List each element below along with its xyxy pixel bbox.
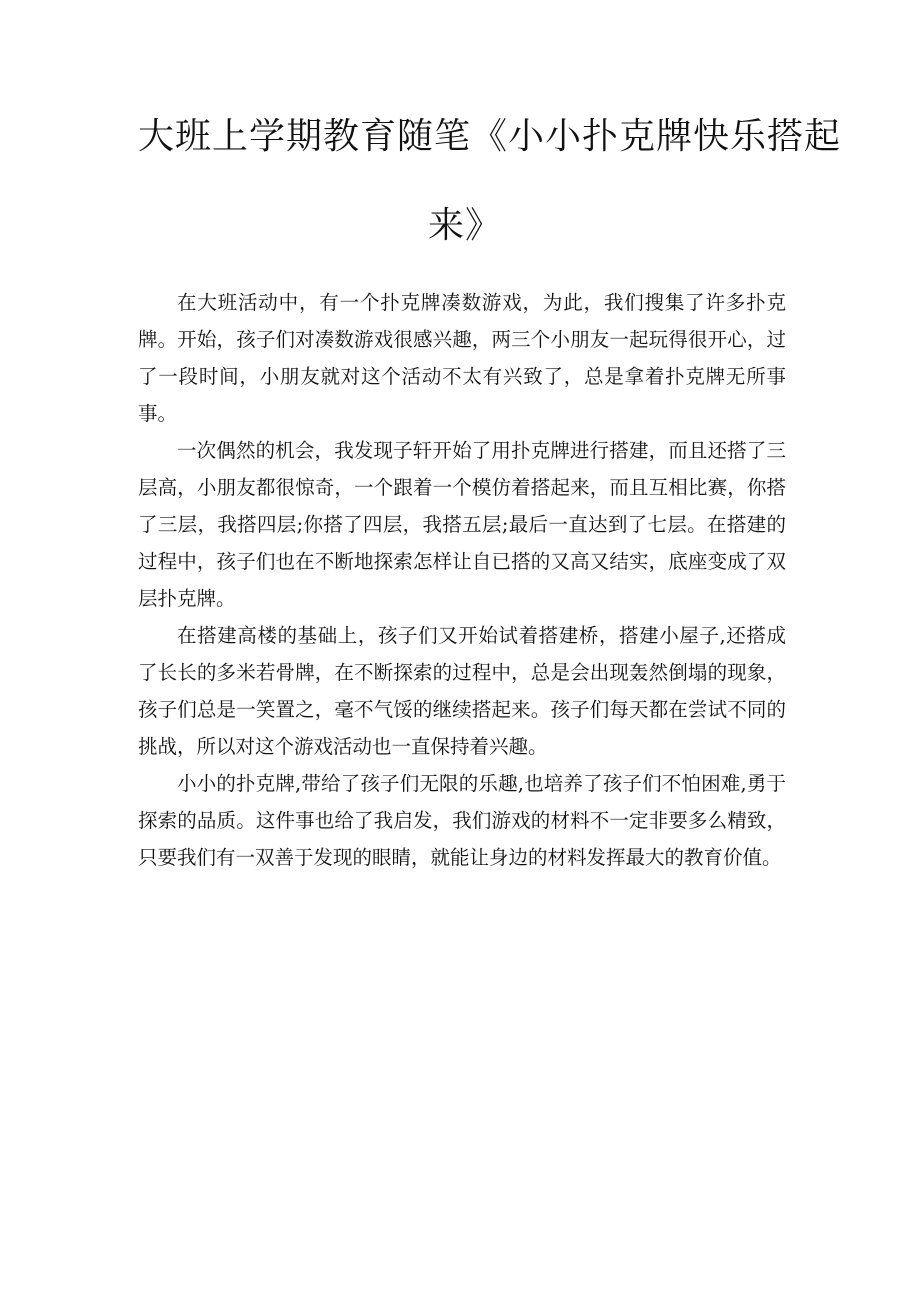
paragraph-3: 在搭建高楼的基础上，孩子们又开始试着搭建桥，搭建小屋子,还搭成了长长的多米若骨牌，在不断探索的过程中，总是会出现轰然倒塌的现象，孩子们总是一笑置之，毫不气馁的继续搭起来。孩子们每天都在尝试不同的挑战，所以对这个游戏活动也一直保持着兴趣。 <box>138 624 786 758</box>
paragraph-2: 一次偶然的机会，我发现子轩开始了用扑克牌进行搭建，而且还搭了三层高，小朋友都很惊奇，一个跟着一个模仿着搭起来，而且互相比赛，你搭了三层，我搭四层;你搭了四层，我搭五层;最后一直达到了七层。在搭建的过程中，孩子们也在不断地探索怎样让自已搭的又高又结实，底座变成了双层扑克牌。 <box>138 439 786 610</box>
paragraph-4: 小小的扑克牌,带给了孩子们无限的乐趣,也培养了孩子们不怕困难,勇于探索的品质。这件事也给了我启发，我们游戏的材料不一定非要多么精致，只要我们有一双善于发现的眼睛，就能让身边的材料发挥最大的教育价值。 <box>138 772 786 869</box>
document-title-line-2: 来》 <box>428 205 503 246</box>
document-title-line-1: 大班上学期教育随笔《小小扑克牌快乐搭起 <box>138 116 842 157</box>
document-body <box>138 284 786 876</box>
paragraph-1: 在大班活动中，有一个扑克牌凑数游戏，为此，我们搜集了许多扑克牌。开始，孩子们对凑数游戏很感兴趣，两三个小朋友一起玩得很开心，过了一段时间，小朋友就对这个活动不太有兴致了，总是拿着扑克牌无所事事。 <box>138 291 786 425</box>
